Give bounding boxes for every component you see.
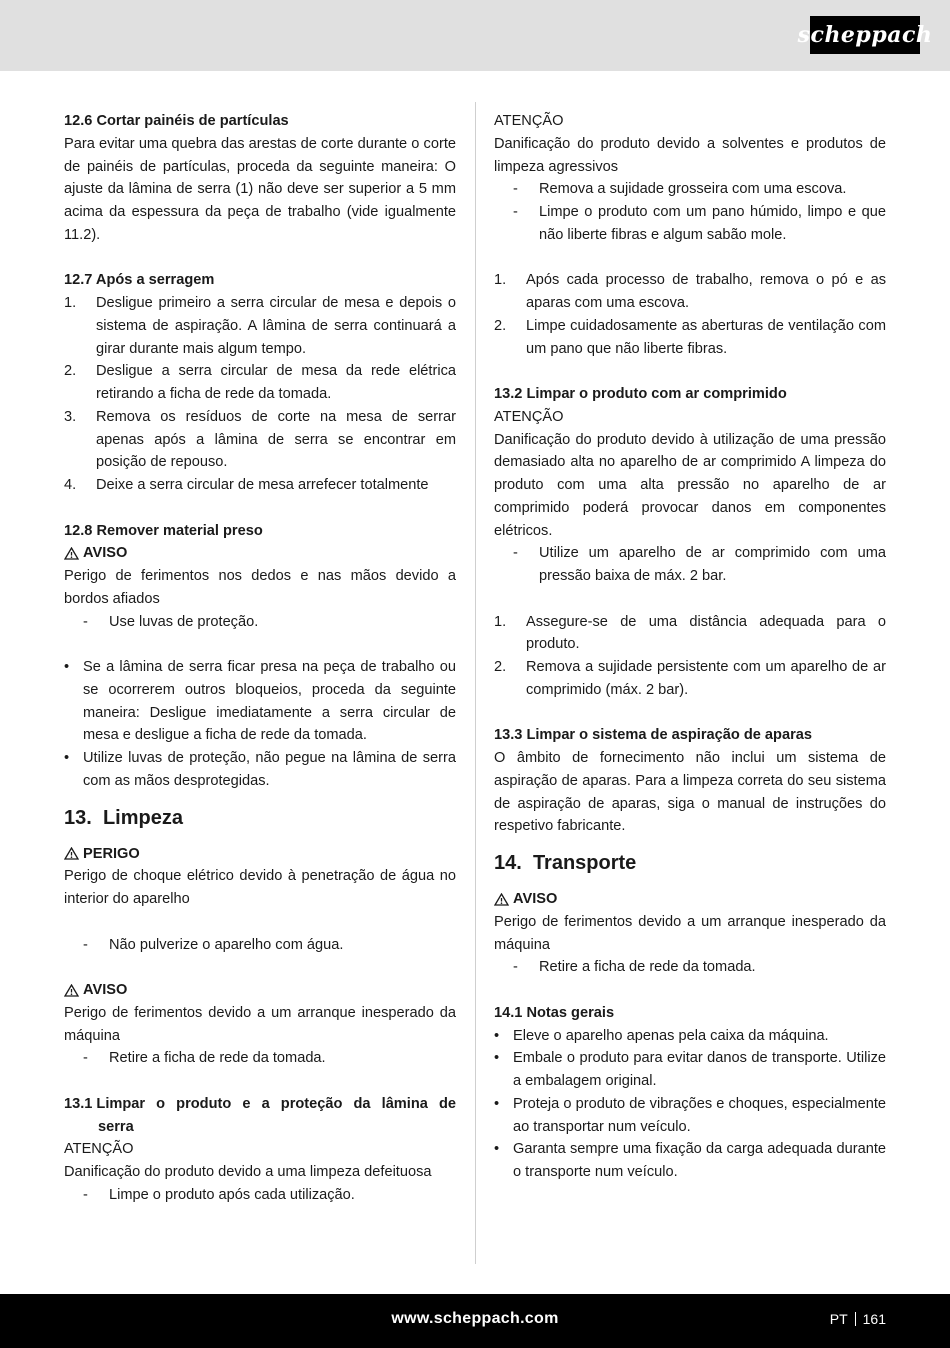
attention-label: ATENÇÃO xyxy=(64,1141,134,1158)
dash-item: - Use luvas de proteção. xyxy=(83,613,259,630)
warning-text: Perigo de ferimentos devido a um arranque inesperado da máquina xyxy=(64,1004,456,1044)
list-item: 1. Desligue primeiro a serra circular de mesa e depois o sistema de aspiração. A lâmina de serra continuará a girar durante mais algum tempo. xyxy=(64,295,456,357)
warning-triangle-icon xyxy=(64,984,79,997)
bullet-item: • Se a lâmina de serra ficar presa na peça de trabalho ou se ocorrerem outros bloqueios, proceda da seguinte maneira: Desligue imediatamente a serra circular de mesa e desligue a ficha de rede da tomada. xyxy=(64,659,456,744)
section-12-7-title: 12.7 Após a serragem xyxy=(64,272,215,289)
section-14-1-title: 14.1 Notas gerais xyxy=(494,1004,615,1021)
dash-item: - Utilize um aparelho de ar comprimido com uma pressão baixa de máx. 2 bar. xyxy=(513,545,886,584)
attention-text: Danificação do produto devido à utilização de uma pressão demasiado alta no aparelho de ar comprimido A limpeza do produto com uma alta pressão no aparelho de ar comprimido poderá provocar danos em componentes elétricos. xyxy=(494,431,886,539)
section-13-heading: 13. Limpeza xyxy=(64,806,183,829)
list-item: 2. Desligue a serra circular de mesa da rede elétrica retirando a ficha de rede da tomada. xyxy=(64,363,456,402)
left-column xyxy=(64,110,456,1207)
page-footer xyxy=(0,1294,950,1348)
warning-label: AVISO xyxy=(64,979,456,1002)
list-item: 4. Deixe a serra circular de mesa arrefecer totalmente xyxy=(64,477,429,493)
bullet-item: • Eleve o aparelho apenas pela caixa da máquina. xyxy=(494,1027,829,1044)
website-link[interactable]: www.scheppach.com xyxy=(391,1310,559,1327)
attention-text: Danificação do produto devido a uma limpeza defeituosa xyxy=(64,1164,432,1180)
bullet-item: • Proteja o produto de vibrações e choques, especialmente ao transportar num veículo. xyxy=(494,1095,886,1135)
warning-triangle-icon xyxy=(494,893,509,906)
warning-triangle-icon xyxy=(64,847,79,860)
page-number: PT 161 xyxy=(829,1311,886,1327)
warning-label: AVISO xyxy=(64,542,456,565)
dash-item: - Retire a ficha de rede da tomada. xyxy=(83,1050,326,1067)
warning-text: Perigo de ferimentos nos dedos e nas mãos devido a bordos afiados xyxy=(64,568,456,607)
dash-item: - Não pulverize o aparelho com água. xyxy=(83,936,344,953)
section-14-heading: 14. Transporte xyxy=(494,852,637,874)
section-13-3-body: O âmbito de fornecimento não inclui um sistema de aspiração de aparas. Para a limpeza correta do seu sistema de aspiração de aparas, siga o manual de instruções do respetivo fabricante. xyxy=(494,750,886,835)
bullet-item: • Utilize luvas de proteção, não pegue na lâmina de serra com as mãos desprotegidas. xyxy=(64,750,456,789)
list-item: 2. Remova a sujidade persistente com um aparelho de ar comprimido (máx. 2 bar). xyxy=(494,659,886,698)
bullet-item: • Embale o produto para evitar danos de transporte. Utilize a embalagem original. xyxy=(494,1050,886,1089)
warning-triangle-icon xyxy=(64,547,79,560)
scheppach-logo: scheppach xyxy=(810,16,920,54)
dash-item: - Limpe o produto com um pano húmido, limpo e que não liberte fibras e algum sabão mole. xyxy=(513,204,886,243)
dash-item: - Remova a sujidade grosseira com uma escova. xyxy=(513,181,847,198)
section-12-8-title: 12.8 Remover material preso xyxy=(64,522,263,539)
list-item: 2. Limpe cuidadosamente as aberturas de ventilação com um pano que não liberte fibras. xyxy=(494,317,886,357)
danger-text: Perigo de choque elétrico devido à penetração de água no interior do aparelho xyxy=(64,868,456,907)
page-header xyxy=(0,0,950,71)
section-12-6-body: Para evitar uma quebra das arestas de corte durante o corte de painéis de partículas, proceda da seguinte maneira: O ajuste da lâmina de serra (1) não deve ser superior a 5 mm acima da espessura da peça de trabalho (vide igualmente 11.2). xyxy=(64,135,456,243)
dash-item: - Retire a ficha de rede da tomada. xyxy=(513,959,756,976)
list-item: 1. Após cada processo de trabalho, remova o pó e as aparas com uma escova. xyxy=(494,272,886,311)
right-column xyxy=(494,110,886,1184)
list-item: 3. Remova os resíduos de corte na mesa de serrar apenas após a lâmina de serra se encontrar em posição de repouso. xyxy=(64,408,456,471)
attention-text: Danificação do produto devido a solventes e produtos de limpeza agressivos xyxy=(494,135,886,175)
dash-item: - Limpe o produto após cada utilização. xyxy=(83,1186,355,1203)
warning-label: AVISO xyxy=(494,888,886,911)
section-13-1-title: 13.1 Limpar o produto e a proteção da lâmina de serra xyxy=(64,1095,456,1135)
warning-text: Perigo de ferimentos devido a um arranque inesperado da máquina xyxy=(494,913,886,953)
column-divider xyxy=(475,102,476,1264)
attention-label: ATENÇÃO xyxy=(494,408,564,425)
section-12-6-title: 12.6 Cortar painéis de partículas xyxy=(64,113,289,129)
bullet-item: • Garanta sempre uma fixação da carga adequada durante o transporte num veículo. xyxy=(494,1141,886,1180)
section-13-2-title: 13.2 Limpar o produto com ar comprimido xyxy=(494,386,787,402)
danger-label: PERIGO xyxy=(64,843,456,866)
attention-label: ATENÇÃO xyxy=(494,113,564,129)
section-13-3-title: 13.3 Limpar o sistema de aspiração de aparas xyxy=(494,727,812,744)
list-item: 1. Assegure-se de uma distância adequada para o produto. xyxy=(494,613,886,653)
